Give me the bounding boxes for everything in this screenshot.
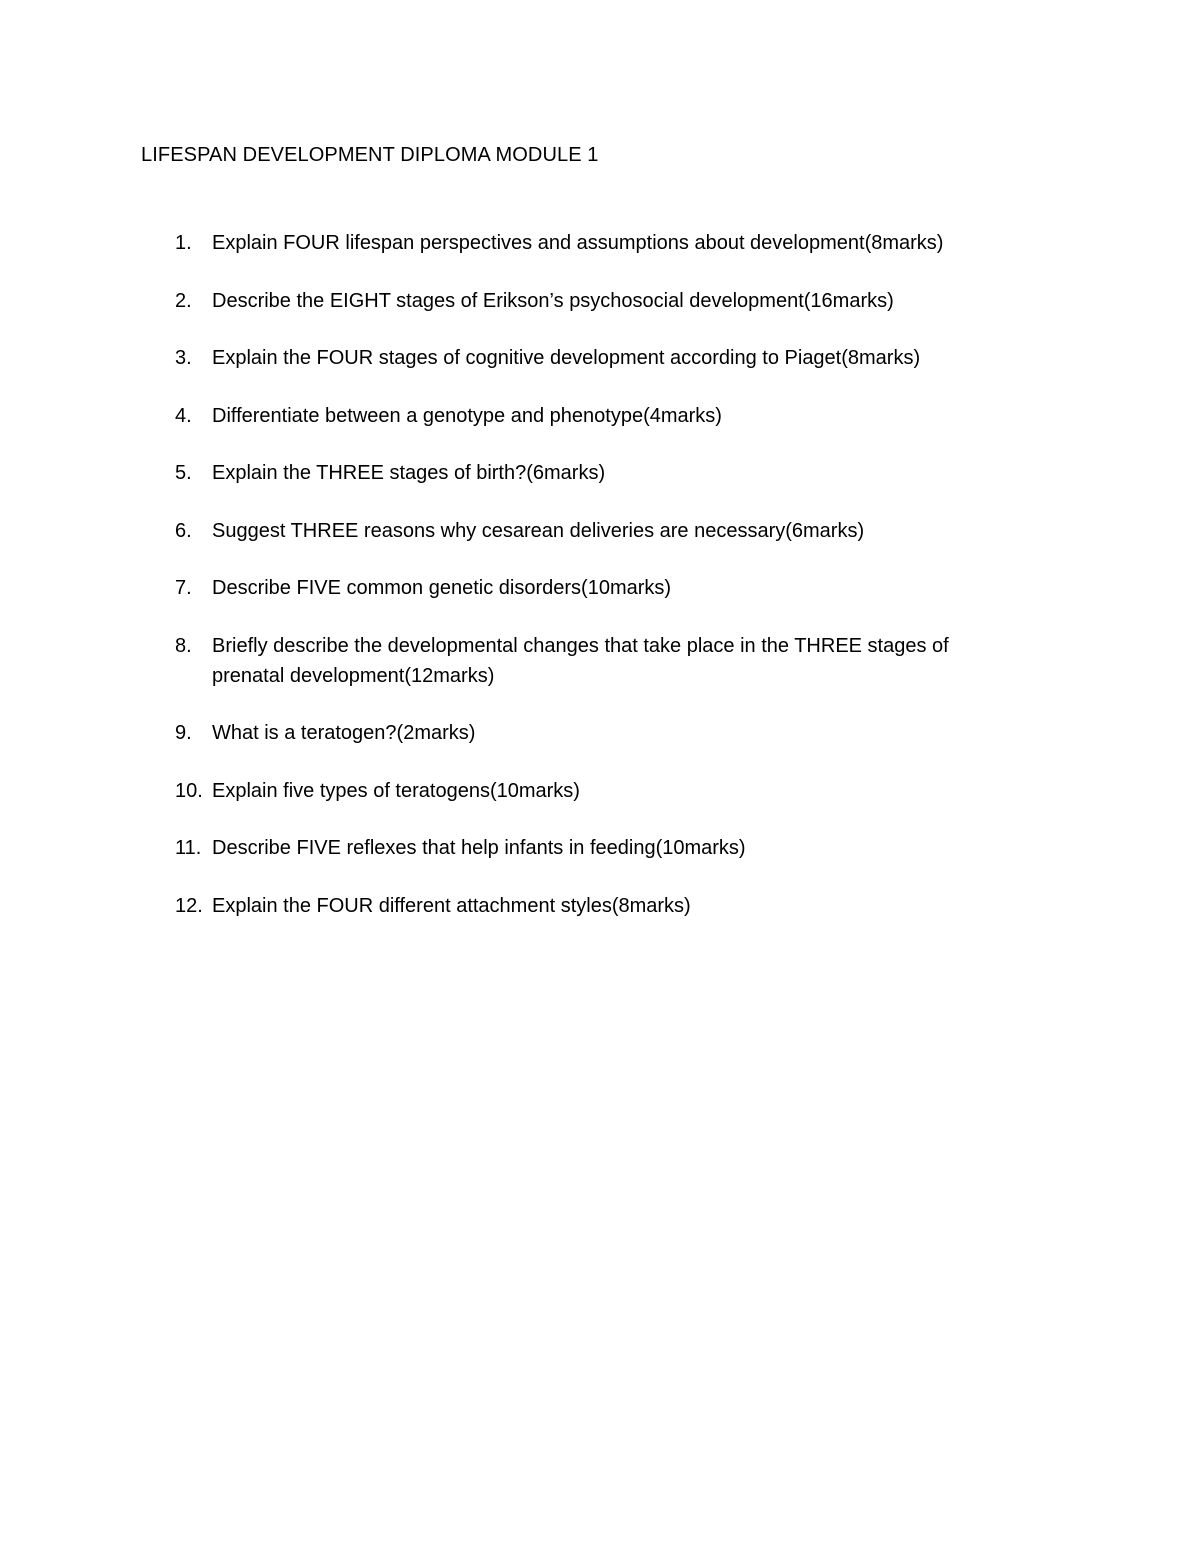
question-item bbox=[175, 343, 1025, 373]
question-item bbox=[175, 401, 1025, 431]
question-item bbox=[175, 718, 1025, 748]
question-text: Describe FIVE reflexes that help infants in feeding(10marks) bbox=[212, 837, 746, 859]
question-text: Describe FIVE common genetic disorders(10marks) bbox=[212, 577, 672, 599]
question-list bbox=[175, 228, 1025, 948]
question-item bbox=[175, 458, 1025, 488]
question-text: Describe the EIGHT stages of Erikson’s psychosocial development(16marks) bbox=[212, 289, 894, 312]
question-number: 5. bbox=[175, 462, 192, 484]
question-text: Explain five types of teratogens(10marks) bbox=[212, 779, 580, 802]
question-number: 3. bbox=[175, 347, 192, 369]
question-text: Explain the FOUR different attachment styles(8marks) bbox=[212, 894, 691, 917]
question-item bbox=[175, 891, 1025, 921]
question-number: 2. bbox=[175, 289, 192, 312]
question-text: Explain the THREE stages of birth?(6marks) bbox=[212, 462, 606, 484]
question-number: 7. bbox=[175, 577, 192, 599]
question-number: 1. bbox=[175, 232, 192, 254]
question-text: What is a teratogen?(2marks) bbox=[212, 722, 476, 744]
question-text: Explain the FOUR stages of cognitive development according to Piaget(8marks) bbox=[212, 347, 921, 369]
question-text: Briefly describe the developmental changes that take place in the THREE stages of prenatal development(12marks) bbox=[212, 634, 949, 687]
question-text: Differentiate between a genotype and phenotype(4marks) bbox=[212, 404, 722, 427]
question-number: 12. bbox=[175, 894, 203, 917]
question-text: Suggest THREE reasons why cesarean deliveries are necessary(6marks) bbox=[212, 519, 865, 542]
question-item bbox=[175, 833, 1025, 863]
question-number: 10. bbox=[175, 779, 203, 802]
question-item bbox=[175, 286, 1025, 316]
question-item bbox=[175, 631, 1025, 691]
question-text: Explain FOUR lifespan perspectives and assumptions about development(8marks) bbox=[212, 232, 944, 254]
question-item bbox=[175, 573, 1025, 603]
question-item bbox=[175, 516, 1025, 546]
question-number: 6. bbox=[175, 519, 192, 542]
question-number: 9. bbox=[175, 722, 192, 744]
document-title: LIFESPAN DEVELOPMENT DIPLOMA MODULE 1 bbox=[141, 144, 599, 166]
question-number: 11. bbox=[175, 837, 202, 859]
question-number: 4. bbox=[175, 404, 192, 427]
question-item bbox=[175, 776, 1025, 806]
question-item bbox=[175, 228, 1025, 258]
question-number: 8. bbox=[175, 634, 192, 657]
